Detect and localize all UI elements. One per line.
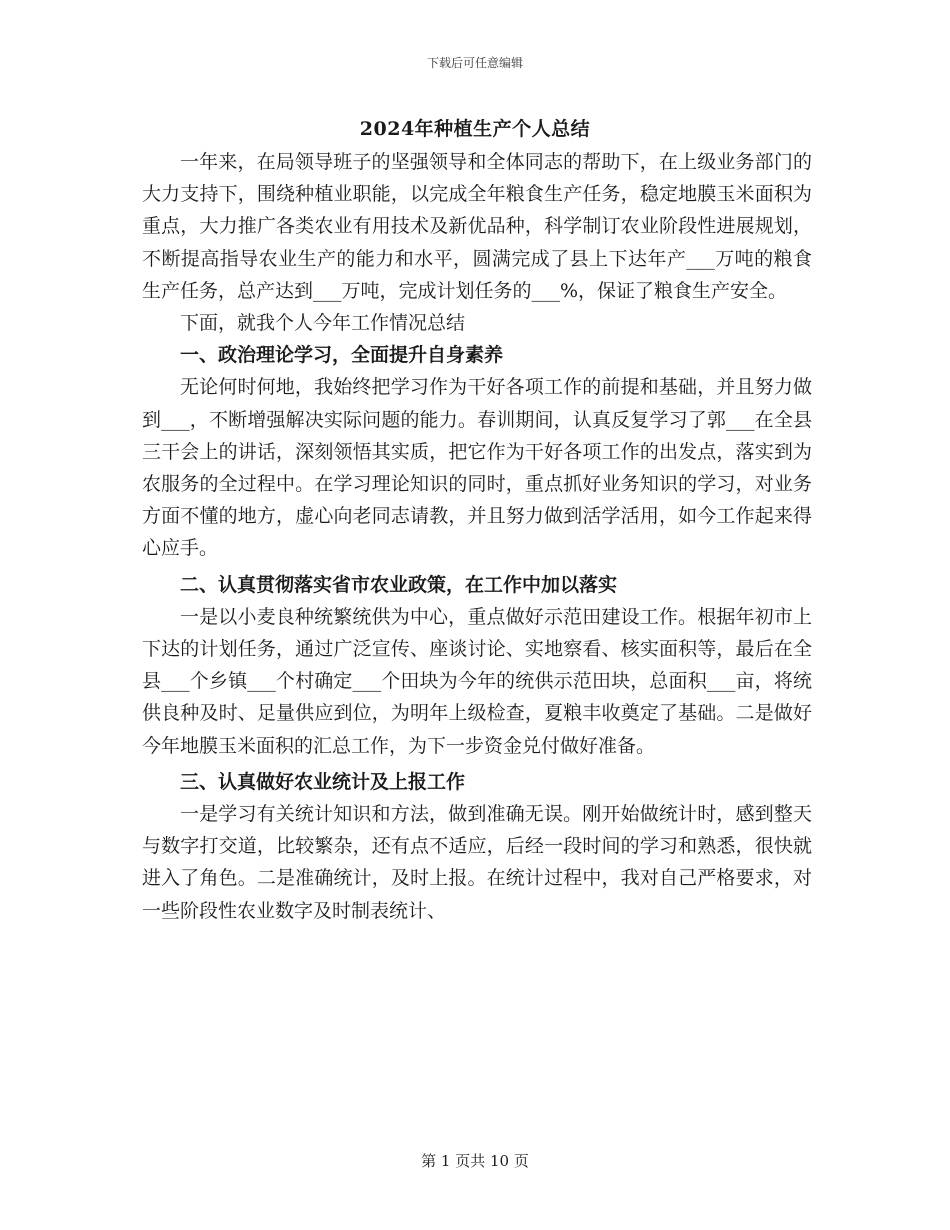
- section-heading-2: 二、认真贯彻落实省市农业政策，在工作中加以落实: [180, 573, 618, 596]
- page-header-note: 下载后可任意编辑: [426, 56, 523, 70]
- paragraph-section-1: 无论何时何地，我始终把学习作为干好各项工作的前提和基础，并且努力做到___，不断增强解决实际问题的能力。春训期间，认真反复学习了郭___在全县三干会上的讲话，深刻领悟其实质，把它作为干好各项工作的出发点，落实到为农服务的全过程中。在学习理论知识的同时，重点抓好业务知识的学习，对业务方面不懂的地方，虚心向老同志请教，并且努力做到活学活用，如今工作起来得心应手。: [142, 376, 812, 560]
- document-body: [142, 146, 812, 927]
- paragraph-intro: 一年来，在局领导班子的坚强领导和全体同志的帮助下，在上级业务部门的大力支持下，围绕种植业职能，以完成全年粮食生产任务，稳定地膜玉米面积为重点，大力推广各类农业有用技术及新优品种，科学制订农业阶段性进展规划，不断提高指导农业生产的能力和水平，圆满完成了县上下达年产___万吨的粮食生产任务，总产达到___万吨，完成计划任务的___%，保证了粮食生产安全。: [142, 151, 812, 302]
- page-number-footer: 第 1 页共 10 页: [421, 1152, 529, 1170]
- document-title: 2024年种植生产个人总结: [359, 118, 591, 140]
- paragraph-lead-in: 下面，就我个人今年工作情况总结: [180, 312, 466, 335]
- paragraph-section-2: 一是以小麦良种统繁统供为中心，重点做好示范田建设工作。根据年初市上下达的计划任务，通过广泛宣传、座谈讨论、实地察看、核实面积等，最后在全县___个乡镇___个村确定___个田块为今年的统供示范田块，总面积___亩，将统供良种及时、足量供应到位，为明年上级检查，夏粮丰收奠定了基础。二是做好今年地膜玉米面积的汇总工作，为下一步资金兑付做好准备。: [142, 605, 812, 757]
- paragraph-section-3: 一是学习有关统计知识和方法，做到准确无误。刚开始做统计时，感到整天与数字打交道，比较繁杂，还有点不适应，后经一段时间的学习和熟悉，很快就进入了角色。二是准确统计，及时上报。在统计过程中，我对自己严格要求，对一些阶段性农业数字及时制表统计、: [142, 803, 812, 922]
- section-heading-3: 三、认真做好农业统计及上报工作: [180, 770, 466, 793]
- section-heading-1: 一、政治理论学习，全面提升自身素养: [180, 344, 504, 367]
